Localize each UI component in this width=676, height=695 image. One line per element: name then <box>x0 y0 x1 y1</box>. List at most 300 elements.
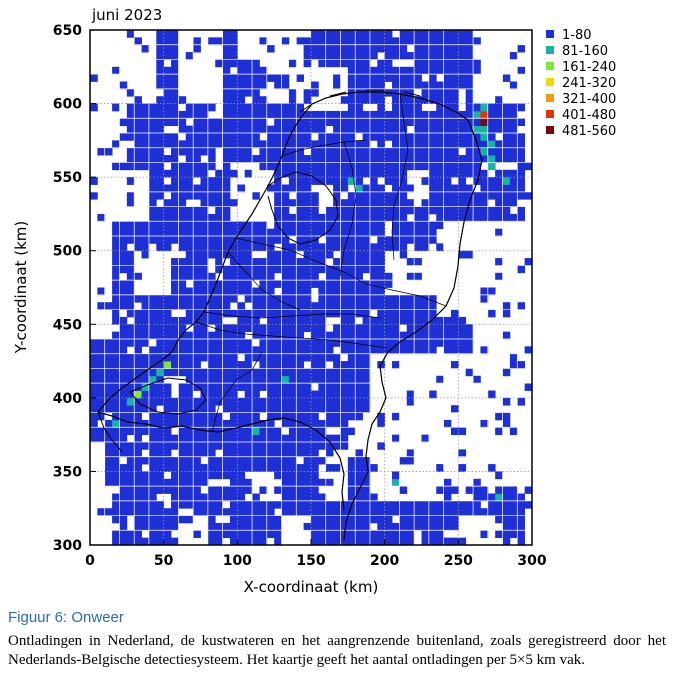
heatmap-cell <box>348 376 356 384</box>
heatmap-cell <box>444 324 452 332</box>
heatmap-cell <box>503 148 511 156</box>
heatmap-cell <box>436 104 444 112</box>
heatmap-cell <box>201 295 209 303</box>
heatmap-cell <box>178 346 186 354</box>
heatmap-cell <box>340 442 348 450</box>
heatmap-cell <box>355 140 363 148</box>
heatmap-cell <box>377 126 385 134</box>
heatmap-cell <box>289 324 297 332</box>
heatmap-cell <box>429 391 437 399</box>
heatmap-cell <box>186 494 194 502</box>
heatmap-cell <box>127 89 135 97</box>
heatmap-cell <box>259 229 267 237</box>
heatmap-cell <box>304 37 312 45</box>
heatmap-cell <box>259 427 267 435</box>
heatmap-cell <box>392 52 400 60</box>
heatmap-cell <box>370 530 378 538</box>
heatmap-cell <box>348 479 356 487</box>
heatmap-cell <box>223 214 231 222</box>
heatmap-cell <box>355 126 363 134</box>
heatmap-cell <box>451 486 459 494</box>
heatmap-cell <box>326 243 334 251</box>
heatmap-cell <box>267 376 275 384</box>
heatmap-cell <box>318 317 326 325</box>
heatmap-cell <box>466 104 474 112</box>
heatmap-cell <box>355 383 363 391</box>
heatmap-cell <box>318 59 326 67</box>
heatmap-cell <box>458 324 466 332</box>
heatmap-cell <box>112 162 120 170</box>
heatmap-cell <box>193 449 201 457</box>
heatmap-cell <box>178 339 186 347</box>
heatmap-cell <box>156 236 164 244</box>
heatmap-cell <box>399 82 407 90</box>
heatmap-cell <box>105 368 113 376</box>
heatmap-cell <box>392 37 400 45</box>
heatmap-cell <box>282 280 290 288</box>
heatmap-cell <box>340 96 348 104</box>
heatmap-cell <box>282 435 290 443</box>
heatmap-cell <box>422 155 430 163</box>
heatmap-cell <box>289 471 297 479</box>
heatmap-cell <box>237 435 245 443</box>
heatmap-cell <box>355 258 363 266</box>
heatmap-cell <box>245 236 253 244</box>
heatmap-cell <box>142 126 150 134</box>
heatmap-cell <box>134 435 142 443</box>
heatmap-cell <box>348 398 356 406</box>
heatmap-cell <box>127 265 135 273</box>
heatmap-cell <box>392 118 400 126</box>
heatmap-cell <box>333 229 341 237</box>
heatmap-cell <box>355 346 363 354</box>
heatmap-cell <box>333 140 341 148</box>
heatmap-cell <box>304 324 312 332</box>
heatmap-cell <box>399 523 407 531</box>
heatmap-cell <box>127 148 135 156</box>
heatmap-cell <box>385 148 393 156</box>
heatmap-cell <box>156 457 164 465</box>
heatmap-cell <box>318 310 326 318</box>
heatmap-cell <box>193 155 201 163</box>
heatmap-cell <box>340 398 348 406</box>
heatmap-cell <box>422 236 430 244</box>
heatmap-cell <box>296 427 304 435</box>
heatmap-cell <box>399 104 407 112</box>
heatmap-cell <box>311 118 319 126</box>
heatmap-cell <box>156 346 164 354</box>
legend-label: 481-560 <box>562 124 617 139</box>
heatmap-cell <box>480 126 488 134</box>
heatmap-cell <box>274 236 282 244</box>
heatmap-cell <box>178 199 186 207</box>
heatmap-cell <box>282 405 290 413</box>
heatmap-cell <box>326 508 334 516</box>
heatmap-cell <box>318 427 326 435</box>
heatmap-cell <box>97 354 105 362</box>
heatmap-cell <box>311 207 319 215</box>
heatmap-cell <box>429 229 437 237</box>
heatmap-cell <box>480 192 488 200</box>
heatmap-cell <box>326 59 334 67</box>
heatmap-cell <box>134 339 142 347</box>
heatmap-cell <box>340 295 348 303</box>
heatmap-cell <box>149 457 157 465</box>
heatmap-cell <box>134 354 142 362</box>
heatmap-cell <box>156 383 164 391</box>
heatmap-cell <box>201 243 209 251</box>
heatmap-cell <box>304 133 312 141</box>
heatmap-cell <box>127 229 135 237</box>
heatmap-cell <box>156 214 164 222</box>
heatmap-cell <box>274 324 282 332</box>
heatmap-cell <box>370 508 378 516</box>
heatmap-cell <box>363 354 371 362</box>
heatmap-cell <box>208 221 216 229</box>
heatmap-cell <box>289 59 297 67</box>
heatmap-cell <box>193 170 201 178</box>
heatmap-cell <box>223 368 231 376</box>
heatmap-cell <box>134 126 142 134</box>
heatmap-cell <box>311 339 319 347</box>
heatmap-cell <box>267 420 275 428</box>
heatmap-cell <box>510 199 518 207</box>
heatmap-cell <box>119 368 127 376</box>
heatmap-cell <box>245 361 253 369</box>
heatmap-cell <box>318 133 326 141</box>
heatmap-cell <box>149 523 157 531</box>
heatmap-cell <box>237 523 245 531</box>
heatmap-cell <box>230 111 238 119</box>
x-axis-label: X-coordinaat (km) <box>243 578 379 596</box>
heatmap-cell <box>134 162 142 170</box>
heatmap-cell <box>267 133 275 141</box>
heatmap-cell <box>318 288 326 296</box>
heatmap-cell <box>377 82 385 90</box>
heatmap-cell <box>193 376 201 384</box>
heatmap-cell <box>422 523 430 531</box>
heatmap-cell <box>318 332 326 340</box>
heatmap-cell <box>333 52 341 60</box>
heatmap-cell <box>127 199 135 207</box>
heatmap-cell <box>407 391 415 399</box>
heatmap-cell <box>340 229 348 237</box>
heatmap-cell <box>208 118 216 126</box>
heatmap-cell <box>259 435 267 443</box>
heatmap-cell <box>208 148 216 156</box>
heatmap-cell <box>193 479 201 487</box>
heatmap-cell <box>237 74 245 82</box>
heatmap-cell <box>429 236 437 244</box>
heatmap-cell <box>149 405 157 413</box>
heatmap-cell <box>289 405 297 413</box>
heatmap-cell <box>503 111 511 119</box>
heatmap-cell <box>333 376 341 384</box>
heatmap-cell <box>304 280 312 288</box>
heatmap-cell <box>304 96 312 104</box>
heatmap-cell <box>333 288 341 296</box>
heatmap-cell <box>304 442 312 450</box>
heatmap-cell <box>223 273 231 281</box>
heatmap-cell <box>326 376 334 384</box>
heatmap-cell <box>127 221 135 229</box>
heatmap-cell <box>156 332 164 340</box>
heatmap-cell <box>304 464 312 472</box>
heatmap-cell <box>326 398 334 406</box>
heatmap-cell <box>178 177 186 185</box>
heatmap-cell <box>149 354 157 362</box>
heatmap-cell <box>466 37 474 45</box>
heatmap-cell <box>296 449 304 457</box>
heatmap-cell <box>340 177 348 185</box>
heatmap-cell <box>178 265 186 273</box>
heatmap-cell <box>399 251 407 259</box>
heatmap-cell <box>259 530 267 538</box>
heatmap-cell <box>517 162 525 170</box>
heatmap-cell <box>252 457 260 465</box>
heatmap-cell <box>414 310 422 318</box>
heatmap-cell <box>436 508 444 516</box>
heatmap-cell <box>201 258 209 266</box>
heatmap-cell <box>385 236 393 244</box>
heatmap-cell <box>407 185 415 193</box>
heatmap-cell <box>164 530 172 538</box>
heatmap-cell <box>414 317 422 325</box>
heatmap-cell <box>112 251 120 259</box>
heatmap-cell <box>488 162 496 170</box>
heatmap-cell <box>178 486 186 494</box>
heatmap-cell <box>318 170 326 178</box>
heatmap-cell <box>370 288 378 296</box>
heatmap-cell <box>215 368 223 376</box>
heatmap-cell <box>171 199 179 207</box>
heatmap-cell <box>112 354 120 362</box>
heatmap-cell <box>245 280 253 288</box>
heatmap-cell <box>186 391 194 399</box>
heatmap-cell <box>355 538 363 546</box>
heatmap-cell <box>171 207 179 215</box>
heatmap-cell <box>252 435 260 443</box>
heatmap-cell <box>451 185 459 193</box>
heatmap-cell <box>289 214 297 222</box>
heatmap-cell <box>149 162 157 170</box>
heatmap-cell <box>156 486 164 494</box>
heatmap-cell <box>230 398 238 406</box>
heatmap-cell <box>458 45 466 53</box>
heatmap-cell <box>237 258 245 266</box>
heatmap-cell <box>112 516 120 524</box>
heatmap-cell <box>156 243 164 251</box>
heatmap-cell <box>488 126 496 134</box>
heatmap-cell <box>429 324 437 332</box>
heatmap-cell <box>289 368 297 376</box>
heatmap-cell <box>230 508 238 516</box>
heatmap-cell <box>156 398 164 406</box>
heatmap-cell <box>156 530 164 538</box>
heatmap-cell <box>340 126 348 134</box>
heatmap-cell <box>237 59 245 67</box>
heatmap-cell <box>97 435 105 443</box>
heatmap-cell <box>458 464 466 472</box>
heatmap-cell <box>495 104 503 112</box>
heatmap-cell <box>355 67 363 75</box>
heatmap-cell <box>171 457 179 465</box>
heatmap-cell <box>201 471 209 479</box>
heatmap-cell <box>134 221 142 229</box>
heatmap-cell <box>473 508 481 516</box>
heatmap-cell <box>259 111 267 119</box>
heatmap-cell <box>311 413 319 421</box>
heatmap-cell <box>245 339 253 347</box>
heatmap-cell <box>296 258 304 266</box>
heatmap-cell <box>105 346 113 354</box>
y-tick-label: 550 <box>52 170 82 187</box>
heatmap-cell <box>377 59 385 67</box>
heatmap-cell <box>495 214 503 222</box>
heatmap-cell <box>230 471 238 479</box>
heatmap-cell <box>289 486 297 494</box>
heatmap-cell <box>355 302 363 310</box>
heatmap-cell <box>201 494 209 502</box>
heatmap-cell <box>215 332 223 340</box>
heatmap-cell <box>289 449 297 457</box>
heatmap-cell <box>171 258 179 266</box>
heatmap-cell <box>318 376 326 384</box>
heatmap-cell <box>517 185 525 193</box>
heatmap-cell <box>171 538 179 546</box>
heatmap-cell <box>296 133 304 141</box>
heatmap-cell <box>333 523 341 531</box>
heatmap-cell <box>259 405 267 413</box>
heatmap-cell <box>473 494 481 502</box>
heatmap-cell <box>178 317 186 325</box>
heatmap-cell <box>407 258 415 266</box>
heatmap-cell <box>267 508 275 516</box>
heatmap-cell <box>326 52 334 60</box>
heatmap-cell <box>510 523 518 531</box>
heatmap-cell <box>311 148 319 156</box>
heatmap-cell <box>451 140 459 148</box>
heatmap-cell <box>215 118 223 126</box>
heatmap-cell <box>385 273 393 281</box>
heatmap-cell <box>201 354 209 362</box>
heatmap-cell <box>311 420 319 428</box>
heatmap-cell <box>414 82 422 90</box>
heatmap-cell <box>451 133 459 141</box>
legend-label: 1-80 <box>562 28 592 43</box>
heatmap-cell <box>252 376 260 384</box>
heatmap-cell <box>377 310 385 318</box>
heatmap-cell <box>348 317 356 325</box>
heatmap-cell <box>149 126 157 134</box>
heatmap-cell <box>164 516 172 524</box>
heatmap-cell <box>370 126 378 134</box>
heatmap-cell <box>422 37 430 45</box>
heatmap-cell <box>503 486 511 494</box>
heatmap-cell <box>156 96 164 104</box>
heatmap-cell <box>201 221 209 229</box>
heatmap-cell <box>223 339 231 347</box>
heatmap-cell <box>230 523 238 531</box>
heatmap-cell <box>311 332 319 340</box>
heatmap-cell <box>230 405 238 413</box>
heatmap-cell <box>142 251 150 259</box>
heatmap-cell <box>274 471 282 479</box>
heatmap-cell <box>363 30 371 38</box>
heatmap-cell <box>208 192 216 200</box>
heatmap-cell <box>245 104 253 112</box>
y-tick-label: 400 <box>52 390 82 407</box>
heatmap-cell <box>223 265 231 273</box>
heatmap-cell <box>267 464 275 472</box>
heatmap-cell <box>274 148 282 156</box>
heatmap-cell <box>385 155 393 163</box>
heatmap-cell <box>436 111 444 119</box>
heatmap-cell <box>223 133 231 141</box>
heatmap-cell <box>112 501 120 509</box>
heatmap-cell <box>186 258 194 266</box>
heatmap-cell <box>304 229 312 237</box>
heatmap-cell <box>237 442 245 450</box>
heatmap-cell <box>355 368 363 376</box>
heatmap-cell <box>186 442 194 450</box>
heatmap-cell <box>451 155 459 163</box>
heatmap-cell <box>333 405 341 413</box>
heatmap-cell <box>142 148 150 156</box>
heatmap-cell <box>422 508 430 516</box>
heatmap-cell <box>223 361 231 369</box>
heatmap-cell <box>223 310 231 318</box>
heatmap-cell <box>340 221 348 229</box>
heatmap-cell <box>363 155 371 163</box>
heatmap-cell <box>164 118 172 126</box>
heatmap-cell <box>510 486 518 494</box>
heatmap-cell <box>333 170 341 178</box>
heatmap-cell <box>186 140 194 148</box>
heatmap-cell <box>289 111 297 119</box>
heatmap-cell <box>296 140 304 148</box>
heatmap-cell <box>223 67 231 75</box>
heatmap-cell <box>333 273 341 281</box>
heatmap-cell <box>503 207 511 215</box>
heatmap-cell <box>399 30 407 38</box>
heatmap-cell <box>142 354 150 362</box>
heatmap-cell <box>134 538 142 546</box>
heatmap-cell <box>296 155 304 163</box>
heatmap-cell <box>237 501 245 509</box>
heatmap-cell <box>296 442 304 450</box>
heatmap-cell <box>333 324 341 332</box>
heatmap-cell <box>385 126 393 134</box>
heatmap-cell <box>134 229 142 237</box>
heatmap-cell <box>193 413 201 421</box>
heatmap-cell <box>149 140 157 148</box>
heatmap-cell <box>399 162 407 170</box>
heatmap-cell <box>259 464 267 472</box>
heatmap-cell <box>193 258 201 266</box>
heatmap-cell <box>436 126 444 134</box>
heatmap-cell <box>296 229 304 237</box>
heatmap-cell <box>480 104 488 112</box>
heatmap-cell <box>164 420 172 428</box>
heatmap-cell <box>156 30 164 38</box>
heatmap-cell <box>223 155 231 163</box>
heatmap-cell <box>149 368 157 376</box>
heatmap-cell <box>267 288 275 296</box>
heatmap-cell <box>134 405 142 413</box>
heatmap-cell <box>245 133 253 141</box>
heatmap-cell <box>355 82 363 90</box>
